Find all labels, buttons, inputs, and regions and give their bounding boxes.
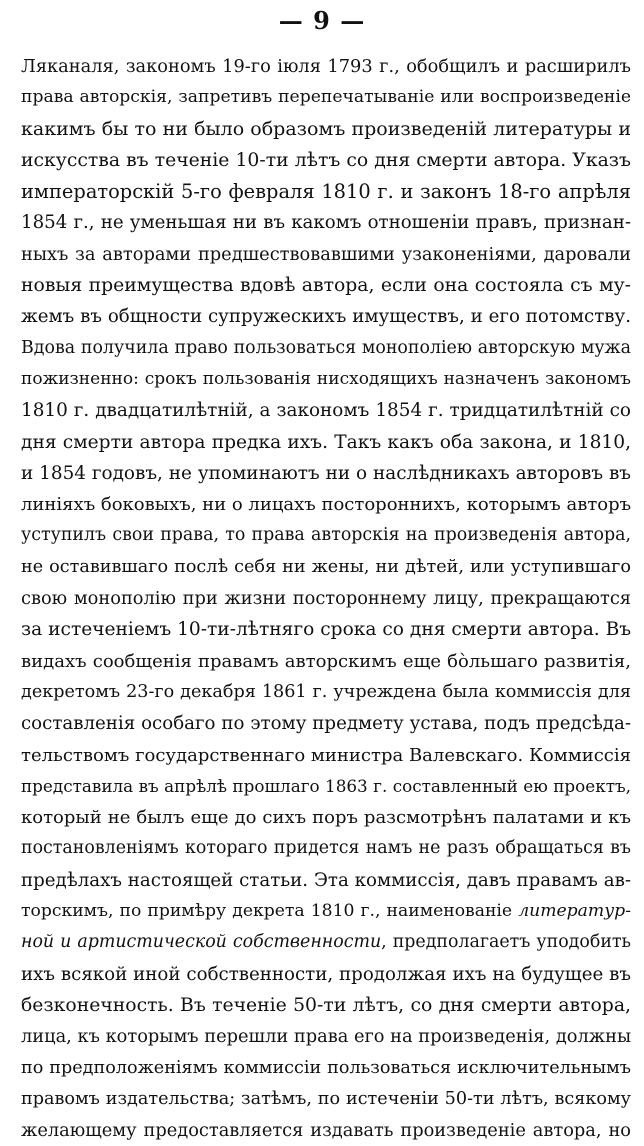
text-line-26: постановленіямъ котораго придется намъ не разъ обращаться въ <box>21 838 631 859</box>
text-line-29-italic: ной и артистической собственности <box>21 932 382 953</box>
text-line-6: 1854 г., не уменьшая ни въ какомъ отношеніи правъ, признан- <box>21 212 631 234</box>
text-line-34: правомъ издательства; затѣмъ, по истеченіи 50-ти лѣтъ, всякому <box>21 1088 631 1109</box>
text-line-27: предѣлахъ настоящей статьи. Эта коммиссія, давъ правамъ ав- <box>21 869 631 891</box>
text-line-29-roman: , предполагаетъ уподобить <box>381 932 631 953</box>
body-text <box>21 51 631 1146</box>
text-line-33: по предположеніямъ коммиссіи пользоваться исключительнымъ <box>21 1057 631 1078</box>
text-line-8: новыя преимущества вдовѣ автора, если она состояла съ му- <box>21 275 631 297</box>
text-line-28-roman: торскимъ, по примѣру декрета 1810 г., наименованіе <box>21 901 519 922</box>
text-line-17: не оставившаго послѣ себя ни жены, ни дѣтей, или уступившаго <box>21 556 631 577</box>
text-line-13: дня смерти автора предка ихъ. Такъ какъ оба закона, и 1810, <box>21 431 631 453</box>
text-line-16: уступилъ свои права, то права авторскія на произведенія автора, <box>21 525 631 546</box>
text-line-32: лица, къ которымъ перешли права его на произведенія, должны <box>21 1026 631 1048</box>
text-line-2: права авторскія, запретивъ перепечатываніе или воспроизведеніе <box>21 87 631 108</box>
text-line-29 <box>21 927 631 958</box>
text-line-9: жемъ въ общности супружескихъ имуществъ, и его потомству. <box>21 306 631 328</box>
text-line-12: 1810 г. двадцатилѣтній, а закономъ 1854 г. тридцатилѣтній со <box>21 400 631 422</box>
text-line-11: пожизненно: срокъ пользованія нисходящихъ назначенъ закономъ <box>21 368 631 389</box>
text-line-18: свою монополію при жизни постороннему лицу, прекращаются <box>21 588 631 610</box>
text-line-7: ныхъ за авторами предшествовавшими узаконеніями, даровали <box>21 243 631 265</box>
text-line-22: составленія особаго по этому предмету устава, подъ предсѣда- <box>21 713 631 735</box>
text-line-25: который не былъ еще до сихъ поръ разсмотрѣнъ палатами и къ <box>21 807 631 829</box>
text-line-31: безконечность. Въ теченіе 50-ти лѣтъ, со дня смерти автора, <box>21 994 631 1016</box>
text-line-21: декретомъ 23-го декабря 1861 г. учреждена была коммиссія для <box>21 681 631 702</box>
text-line-24: представила въ апрѣлѣ прошлаго 1863 г. составленный ею проектъ, <box>21 775 631 796</box>
text-line-5: императорскій 5-го февраля 1810 г. и законъ 18-го апрѣля <box>21 180 631 204</box>
text-line-19: за истеченіемъ 10-ти-лѣтняго срока со дня смерти автора. Въ <box>21 619 631 641</box>
text-line-20: видахъ сообщенія правамъ авторскимъ еще бо̀льшаго развитія, <box>21 650 631 672</box>
text-line-28 <box>21 896 631 927</box>
text-line-14: и 1854 годовъ, не упоминаютъ ни о наслѣдникахъ авторовъ въ <box>21 462 631 484</box>
text-line-23: тельствомъ государственнаго министра Валевскаго. Коммиссія <box>21 744 631 766</box>
text-line-35: желающему предоставляется издавать произведеніе автора, но <box>21 1120 631 1142</box>
text-line-15: линіяхъ боковыхъ, ни о лицахъ постороннихъ, которымъ авторъ <box>21 494 631 516</box>
text-line-3: какимъ бы то ни было образомъ произведеній литературы и <box>21 117 631 140</box>
text-line-30: ихъ всякой иной собственности, продолжая ихъ на будущее въ <box>21 963 631 985</box>
page-number: — 9 — <box>278 6 366 35</box>
text-line-10: Вдова получила право пользоваться монополіею авторскую мужа <box>21 337 631 358</box>
text-line-1: Ляканаля, закономъ 19-го іюля 1793 г., обобщилъ и расширилъ <box>21 56 631 77</box>
text-line-28-italic: литератур- <box>518 901 631 922</box>
text-line-4: искусства въ теченіе 10-ти лѣтъ со дня смерти автора. Указъ <box>21 149 631 171</box>
